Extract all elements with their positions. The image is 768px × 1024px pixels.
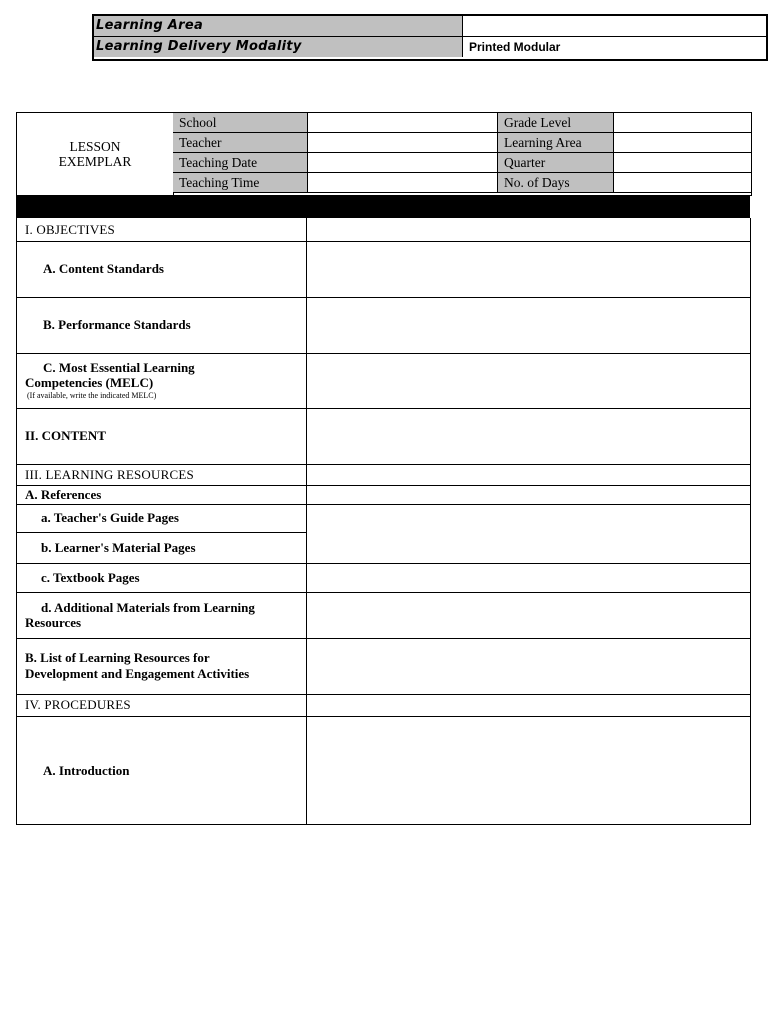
- header-learning-area-label: Learning Area: [498, 133, 614, 153]
- quarter-field[interactable]: [614, 153, 751, 173]
- grade-level-field[interactable]: [614, 113, 751, 133]
- objectives-heading: I. OBJECTIVES: [17, 218, 307, 241]
- melc-line1: C. Most Essential Learning: [43, 359, 195, 375]
- modality-value[interactable]: Printed Modular: [469, 40, 561, 54]
- teaching-date-field[interactable]: [308, 153, 498, 173]
- exemplar-line1: LESSON: [69, 139, 121, 154]
- textbook-label: c. Textbook Pages: [17, 563, 307, 592]
- melc-label: [17, 353, 307, 408]
- learning-resources-row: [17, 464, 750, 486]
- additional-materials-row[interactable]: [17, 592, 750, 639]
- additional-line1: d. Additional Materials from Learning: [41, 600, 255, 615]
- learning-resources-heading: III. LEARNING RESOURCES: [17, 464, 307, 485]
- performance-standards-label: B. Performance Standards: [17, 297, 307, 353]
- list-resources-row[interactable]: [17, 638, 750, 695]
- modality-row: [94, 37, 766, 57]
- guide-material-row[interactable]: [17, 504, 750, 564]
- list-line1: B. List of Learning Resources for: [25, 650, 210, 665]
- quarter-label: Quarter: [498, 153, 614, 173]
- references-label: A. References: [17, 485, 307, 504]
- references-row: [17, 485, 750, 505]
- header-divider-bar: [16, 196, 750, 218]
- grade-level-label: Grade Level: [498, 113, 614, 133]
- learning-area-row: [94, 16, 766, 37]
- school-field[interactable]: [308, 113, 498, 133]
- header-learning-area-field[interactable]: [614, 133, 751, 153]
- textbook-row[interactable]: [17, 563, 750, 593]
- teacher-field[interactable]: [308, 133, 498, 153]
- no-of-days-label: No. of Days: [498, 173, 614, 193]
- list-line2: Development and Engagement Activities: [25, 666, 250, 681]
- content-standards-row[interactable]: [17, 241, 750, 298]
- learning-area-value[interactable]: [461, 16, 766, 36]
- melc-line2: Competencies (MELC): [25, 374, 154, 390]
- procedures-row: [17, 694, 750, 717]
- objectives-row: [17, 218, 750, 242]
- teaching-time-label: Teaching Time: [173, 173, 308, 193]
- no-of-days-field[interactable]: [614, 173, 751, 193]
- exemplar-line2: EXEMPLAR: [58, 154, 132, 169]
- learners-material-label: b. Learner's Material Pages: [41, 540, 196, 555]
- introduction-row[interactable]: [17, 716, 750, 825]
- procedures-heading: IV. PROCEDURES: [17, 694, 307, 716]
- teacher-label: Teacher: [173, 133, 308, 153]
- melc-row[interactable]: [17, 353, 750, 409]
- lesson-table: [16, 218, 751, 825]
- additional-materials-label: [17, 592, 307, 638]
- additional-line2: Resources: [25, 615, 82, 630]
- list-resources-label: [17, 638, 307, 694]
- school-label: School: [173, 113, 308, 133]
- performance-standards-row[interactable]: [17, 297, 750, 354]
- teaching-date-label: Teaching Date: [173, 153, 308, 173]
- lesson-header: [16, 112, 752, 196]
- introduction-label: A. Introduction: [17, 716, 307, 825]
- melc-note: (If available, write the indicated MELC): [27, 390, 157, 400]
- teachers-guide-label: a. Teacher's Guide Pages: [17, 504, 306, 533]
- content-heading: II. CONTENT: [17, 408, 307, 464]
- learning-area-label: Learning Area: [94, 16, 463, 36]
- modality-table: [92, 14, 768, 61]
- content-standards-label: A. Content Standards: [17, 241, 307, 297]
- lesson-exemplar-title: [17, 113, 174, 195]
- teaching-time-field[interactable]: [308, 173, 498, 193]
- guide-material-labels: [17, 504, 307, 563]
- content-row[interactable]: [17, 408, 750, 465]
- modality-label: Learning Delivery Modality: [94, 37, 463, 57]
